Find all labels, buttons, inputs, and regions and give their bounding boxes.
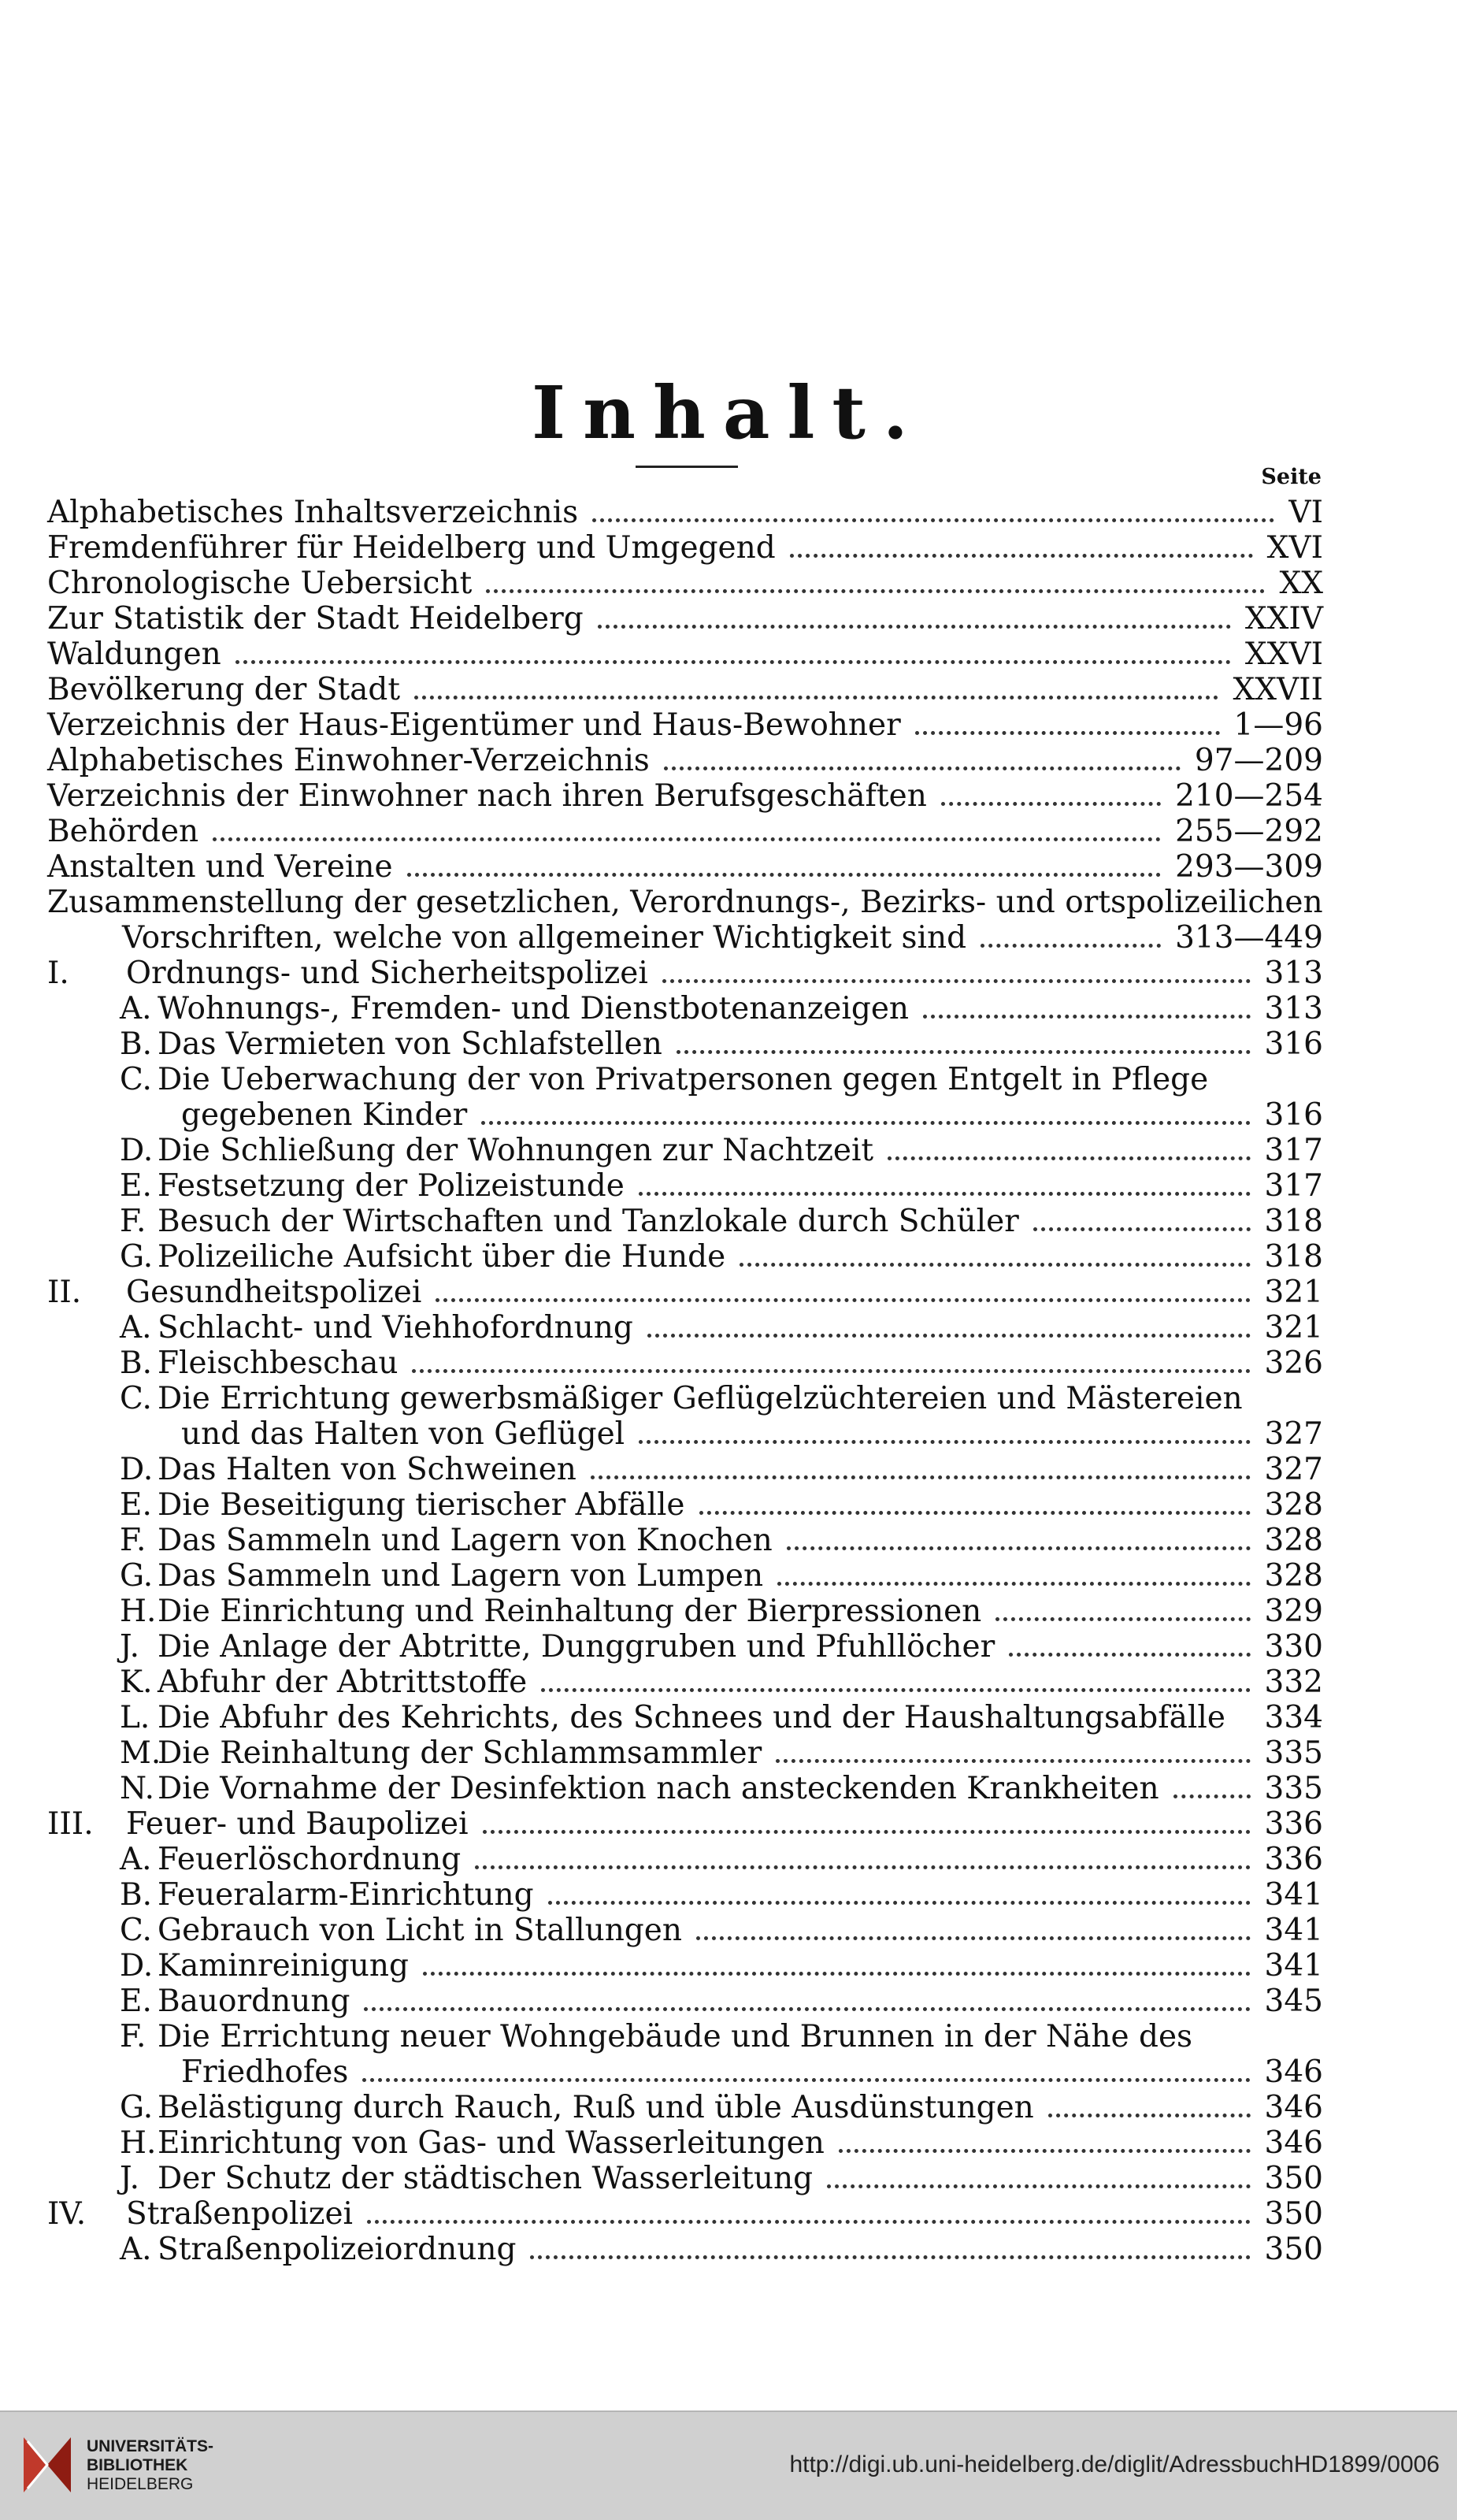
entry-page-number: 313—449	[1175, 920, 1323, 956]
dotted-leader	[995, 1594, 1251, 1621]
entry-label: Straßenpolizeiordnung	[158, 2232, 517, 2267]
entry-label: Die Einrichtung und Reinhaltung der Bierpressionen	[158, 1594, 982, 1629]
dotted-leader	[941, 778, 1161, 806]
entry-number: J.	[120, 2161, 140, 2196]
entry-number: A.	[120, 1310, 152, 1345]
dotted-leader	[827, 2161, 1251, 2188]
toc-entry[interactable]	[47, 1913, 1323, 1948]
dotted-leader	[699, 1487, 1251, 1515]
toc-entry[interactable]	[47, 1345, 1323, 1381]
entry-label: Fleischbeschau	[158, 1345, 399, 1381]
entry-page-number: 327	[1264, 1452, 1323, 1487]
dotted-leader	[790, 530, 1253, 558]
toc-entry[interactable]	[47, 1842, 1323, 1877]
entry-page-number: 341	[1264, 1948, 1323, 1984]
entry-number: III.	[47, 1806, 94, 1842]
toc-entry[interactable]	[47, 530, 1323, 566]
dotted-leader	[664, 743, 1181, 770]
entry-label: Wohnungs-, Fremden- und Dienstbotenanzeigen	[158, 991, 910, 1026]
toc-entry[interactable]	[47, 1771, 1323, 1806]
entry-label: Abfuhr der Abtrittstoffe	[158, 1665, 528, 1700]
entry-page-number: 318	[1264, 1239, 1323, 1275]
toc-entry[interactable]	[47, 672, 1323, 707]
entry-page-number: XX	[1279, 566, 1323, 601]
dotted-leader	[696, 1913, 1251, 1940]
library-name-line: HEIDELBERG	[87, 2475, 194, 2493]
toc-entry[interactable]	[47, 778, 1323, 814]
entry-page-number: 318	[1264, 1204, 1323, 1239]
toc-entry[interactable]	[47, 566, 1323, 601]
toc-entry[interactable]	[47, 1487, 1323, 1523]
toc-entry[interactable]	[47, 814, 1323, 849]
dotted-leader	[530, 2232, 1251, 2259]
entry-number: D.	[120, 1452, 154, 1487]
entry-label: Fremdenführer für Heidelberg und Umgegend	[47, 530, 776, 566]
dotted-leader	[740, 1239, 1251, 1267]
entry-page-number: 336	[1264, 1842, 1323, 1877]
dotted-leader	[367, 2196, 1251, 2224]
entry-label: Chronologische Uebersicht	[47, 566, 473, 601]
entry-label: Die Schließung der Wohnungen zur Nachtzeit	[158, 1133, 874, 1168]
toc-entry[interactable]	[47, 2196, 1323, 2232]
dotted-leader	[776, 1735, 1251, 1763]
dotted-leader	[662, 956, 1251, 983]
dotted-leader	[414, 672, 1218, 700]
entry-number: J.	[120, 1629, 140, 1665]
entry-label: Gesundheitspolizei	[126, 1275, 422, 1310]
entry-label: Das Sammeln und Lagern von Knochen	[158, 1523, 773, 1558]
toc-entry[interactable]	[47, 2232, 1323, 2267]
entry-label-continued: Friedhofes	[181, 2054, 349, 2090]
entry-label: Straßenpolizei	[126, 2196, 354, 2232]
toc-entry[interactable]	[47, 885, 1323, 956]
entry-page-number: 328	[1264, 1523, 1323, 1558]
entry-page-number: XXIV	[1244, 601, 1323, 636]
toc-entry[interactable]	[47, 495, 1323, 530]
entry-number: N.	[120, 1771, 155, 1806]
entry-label: Gebrauch von Licht in Stallungen	[158, 1913, 682, 1948]
entry-number: H.	[120, 2125, 157, 2161]
dotted-leader	[541, 1665, 1251, 1692]
dotted-leader	[362, 2054, 1251, 2082]
entry-number: M.	[120, 1735, 161, 1771]
toc-entry[interactable]	[47, 1523, 1323, 1558]
toc-entry[interactable]	[47, 1558, 1323, 1594]
entry-page-number: 350	[1264, 2196, 1323, 2232]
toc-entry[interactable]	[47, 1133, 1323, 1168]
toc-entry[interactable]	[47, 1168, 1323, 1204]
toc-entry[interactable]	[47, 1310, 1323, 1345]
toc-entry[interactable]	[47, 2019, 1323, 2090]
entry-number: D.	[120, 1133, 154, 1168]
entry-number: H.	[120, 1594, 157, 1629]
entry-label: Alphabetisches Inhaltsverzeichnis	[47, 495, 579, 530]
entry-number: A.	[120, 991, 152, 1026]
entry-label: Zur Statistik der Stadt Heidelberg	[47, 601, 584, 636]
page-column-header: Seite	[1261, 465, 1322, 489]
entry-page-number: 210—254	[1175, 778, 1323, 814]
library-name-line: BIBLIOTHEK	[87, 2456, 188, 2474]
entry-page-number: 317	[1264, 1133, 1323, 1168]
title-divider	[636, 466, 738, 468]
entry-number: G.	[120, 1239, 154, 1275]
entry-page-number: 345	[1264, 1984, 1323, 2019]
dotted-leader	[677, 1026, 1251, 1054]
entry-page-number: 346	[1264, 2090, 1323, 2125]
entry-number: A.	[120, 1842, 152, 1877]
entry-label: Die Anlage der Abtritte, Dunggruben und Pfuhllöcher	[158, 1629, 995, 1665]
entry-page-number: 334	[1264, 1700, 1323, 1735]
entry-label: Alphabetisches Einwohner-Verzeichnis	[47, 743, 650, 778]
entry-number: B.	[120, 1026, 153, 1062]
toc-entry[interactable]	[47, 1806, 1323, 1842]
toc-entry[interactable]	[47, 2161, 1323, 2196]
dotted-leader	[981, 920, 1161, 948]
dotted-leader	[592, 495, 1274, 522]
entry-page-number: 316	[1264, 1097, 1323, 1133]
entry-page-number: 335	[1264, 1735, 1323, 1771]
entry-label: Belästigung durch Rauch, Ruß und üble Ausdünstungen	[158, 2090, 1034, 2125]
entry-label: Ordnungs- und Sicherheitspolizei	[126, 956, 648, 991]
entry-label: Bauordnung	[158, 1984, 350, 2019]
entry-number: C.	[120, 1062, 152, 1097]
dotted-leader	[639, 1168, 1251, 1196]
dotted-leader	[364, 1984, 1251, 2011]
footer-bar	[0, 2411, 1457, 2520]
university-seal-icon	[16, 2429, 79, 2500]
entry-number: L.	[120, 1700, 150, 1735]
toc-entry[interactable]	[47, 1062, 1323, 1133]
toc-entry[interactable]	[47, 1984, 1323, 2019]
dotted-leader	[481, 1097, 1251, 1125]
entry-label: Schlacht- und Viehhofordnung	[158, 1310, 633, 1345]
entry-label: Die Ueberwachung der von Privatpersonen gegen Entgelt in Pflege	[158, 1062, 1209, 1097]
dotted-leader	[436, 1275, 1251, 1302]
entry-label: Bevölkerung der Stadt	[47, 672, 401, 707]
toc-entry[interactable]	[47, 2125, 1323, 2161]
dotted-leader	[1033, 1204, 1251, 1231]
entry-number: E.	[120, 1984, 152, 2019]
entry-page-number: 293—309	[1175, 849, 1323, 885]
entry-label: Die Abfuhr des Kehrichts, des Schnees und der Haushaltungsabfälle	[158, 1700, 1225, 1735]
entry-page-number: 255—292	[1175, 814, 1323, 849]
entry-page-number: 327	[1264, 1416, 1323, 1452]
library-name-line: UNIVERSITÄTS-	[87, 2437, 214, 2455]
dotted-leader	[1009, 1629, 1251, 1657]
toc-entry[interactable]	[47, 707, 1323, 743]
entry-label: Die Errichtung gewerbsmäßiger Geflügelzüchtereien und Mästereien	[158, 1381, 1243, 1416]
entry-page-number: 321	[1264, 1310, 1323, 1345]
entry-page-number: 335	[1264, 1771, 1323, 1806]
toc-entry[interactable]	[47, 1629, 1323, 1665]
dotted-leader	[839, 2125, 1251, 2153]
dotted-leader	[213, 814, 1161, 841]
entry-number: F.	[120, 2019, 146, 2054]
entry-label-continued: und das Halten von Geflügel	[181, 1416, 625, 1452]
entry-label: Besuch der Wirtschaften und Tanzlokale durch Schüler	[158, 1204, 1019, 1239]
entry-page-number: 346	[1264, 2054, 1323, 2090]
entry-page-number: 330	[1264, 1629, 1323, 1665]
toc-entry[interactable]	[47, 1948, 1323, 1984]
entry-label: Die Reinhaltung der Schlammsammler	[158, 1735, 762, 1771]
entry-label: Anstalten und Vereine	[47, 849, 393, 885]
entry-page-number: XVI	[1266, 530, 1323, 566]
dotted-leader	[598, 601, 1231, 629]
entry-page-number: 332	[1264, 1665, 1323, 1700]
entry-page-number: 313	[1264, 991, 1323, 1026]
toc-entry[interactable]	[47, 1204, 1323, 1239]
toc-entry[interactable]	[47, 1239, 1323, 1275]
entry-label: Verzeichnis der Einwohner nach ihren Berufsgeschäften	[47, 778, 927, 814]
entry-label: Waldungen	[47, 636, 221, 672]
toc-entry[interactable]	[47, 956, 1323, 991]
entry-page-number: 341	[1264, 1913, 1323, 1948]
toc-entry[interactable]	[47, 991, 1323, 1026]
entry-page-number: 346	[1264, 2125, 1323, 2161]
entry-page-number: 316	[1264, 1026, 1323, 1062]
toc-entry[interactable]	[47, 1877, 1323, 1913]
entry-label: Feuerlöschordnung	[158, 1842, 462, 1877]
dotted-leader	[412, 1345, 1251, 1373]
dotted-leader	[486, 566, 1265, 593]
entry-page-number: 350	[1264, 2232, 1323, 2267]
toc-entry[interactable]	[47, 743, 1323, 778]
page-title: Inhalt.	[532, 370, 925, 455]
entry-label: Feueralarm-Einrichtung	[158, 1877, 534, 1913]
entry-page-number: 328	[1264, 1558, 1323, 1594]
entry-page-number: 321	[1264, 1275, 1323, 1310]
toc-entry[interactable]	[47, 1452, 1323, 1487]
entry-page-number: XXVII	[1233, 672, 1323, 707]
toc-entry[interactable]	[47, 636, 1323, 672]
entry-number: F.	[120, 1204, 146, 1239]
entry-page-number: 328	[1264, 1487, 1323, 1523]
entry-label: Die Vornahme der Desinfektion nach ansteckenden Krankheiten	[158, 1771, 1159, 1806]
dotted-leader	[483, 1806, 1251, 1834]
entry-label: Das Vermieten von Schlafstellen	[158, 1026, 662, 1062]
entry-page-number: 1—96	[1233, 707, 1323, 743]
toc-entry[interactable]	[47, 2090, 1323, 2125]
dotted-leader	[407, 849, 1161, 877]
entry-label: Das Sammeln und Lagern von Lumpen	[158, 1558, 764, 1594]
entry-label: Das Halten von Schweinen	[158, 1452, 576, 1487]
entry-label: Festsetzung der Polizeistunde	[158, 1168, 625, 1204]
dotted-leader	[1173, 1771, 1251, 1798]
entry-label: Kaminreinigung	[158, 1948, 409, 1984]
entry-page-number: 329	[1264, 1594, 1323, 1629]
entry-label: Polizeiliche Aufsicht über die Hunde	[158, 1239, 726, 1275]
entry-page-number: 317	[1264, 1168, 1323, 1204]
toc-entry[interactable]	[47, 601, 1323, 636]
toc-entry[interactable]	[47, 1594, 1323, 1629]
dotted-leader	[787, 1523, 1251, 1550]
dotted-leader	[235, 636, 1231, 664]
entry-page-number: 326	[1264, 1345, 1323, 1381]
entry-label: Der Schutz der städtischen Wasserleitung	[158, 2161, 814, 2196]
dotted-leader	[423, 1948, 1251, 1976]
entry-number: K.	[120, 1665, 153, 1700]
dotted-leader	[915, 707, 1220, 735]
entry-label-continued: Vorschriften, welche von allgemeiner Wichtigkeit sind	[122, 920, 967, 956]
entry-page-number: 97—209	[1194, 743, 1323, 778]
library-name	[87, 2437, 213, 2494]
toc-entry[interactable]	[47, 1275, 1323, 1310]
entry-label-continued: gegebenen Kinder	[181, 1097, 468, 1133]
toc-entry[interactable]	[47, 1700, 1323, 1735]
entry-number: B.	[120, 1877, 153, 1913]
entry-label: Die Beseitigung tierischer Abfälle	[158, 1487, 685, 1523]
entry-page-number: 336	[1264, 1806, 1323, 1842]
dotted-leader	[475, 1842, 1251, 1869]
entry-label: Zusammenstellung der gesetzlichen, Verordnungs-, Bezirks- und ortspolizeilichen	[47, 885, 1323, 920]
dotted-leader	[777, 1558, 1251, 1586]
toc-entry[interactable]	[47, 1026, 1323, 1062]
toc-entry[interactable]	[47, 1665, 1323, 1700]
entry-page-number: 350	[1264, 2161, 1323, 2196]
entry-page-number: VI	[1288, 495, 1323, 530]
dotted-leader	[639, 1416, 1251, 1444]
dotted-leader	[1048, 2090, 1251, 2117]
entry-label: Einrichtung von Gas- und Wasserleitungen	[158, 2125, 825, 2161]
entry-number: E.	[120, 1168, 152, 1204]
entry-label: Behörden	[47, 814, 199, 849]
entry-number: G.	[120, 1558, 154, 1594]
entry-label: Verzeichnis der Haus-Eigentümer und Haus-Bewohner	[47, 707, 901, 743]
entry-number: F.	[120, 1523, 146, 1558]
entry-number: E.	[120, 1487, 152, 1523]
entry-number: A.	[120, 2232, 152, 2267]
dotted-leader	[923, 991, 1251, 1019]
entry-number: G.	[120, 2090, 154, 2125]
entry-number: II.	[47, 1275, 82, 1310]
entry-number: D.	[120, 1948, 154, 1984]
table-of-contents	[47, 495, 1323, 2267]
dotted-leader	[647, 1310, 1251, 1338]
entry-page-number: 313	[1264, 956, 1323, 991]
dotted-leader	[888, 1133, 1251, 1160]
dotted-leader	[548, 1877, 1251, 1905]
entry-number: B.	[120, 1345, 153, 1381]
entry-label: Feuer- und Baupolizei	[126, 1806, 469, 1842]
entry-number: C.	[120, 1381, 152, 1416]
toc-entry[interactable]	[47, 849, 1323, 885]
toc-entry[interactable]	[47, 1735, 1323, 1771]
dotted-leader	[591, 1452, 1251, 1479]
entry-number: IV.	[47, 2196, 87, 2232]
entry-page-number: 341	[1264, 1877, 1323, 1913]
entry-number: I.	[47, 956, 69, 991]
entry-page-number: XXVI	[1244, 636, 1323, 672]
toc-entry[interactable]	[47, 1381, 1323, 1452]
source-url-link[interactable]: http://digi.ub.uni-heidelberg.de/diglit/AdressbuchHD1899/0006	[789, 2451, 1440, 2477]
entry-label: Die Errichtung neuer Wohngebäude und Brunnen in der Nähe des	[158, 2019, 1193, 2054]
entry-number: C.	[120, 1913, 152, 1948]
